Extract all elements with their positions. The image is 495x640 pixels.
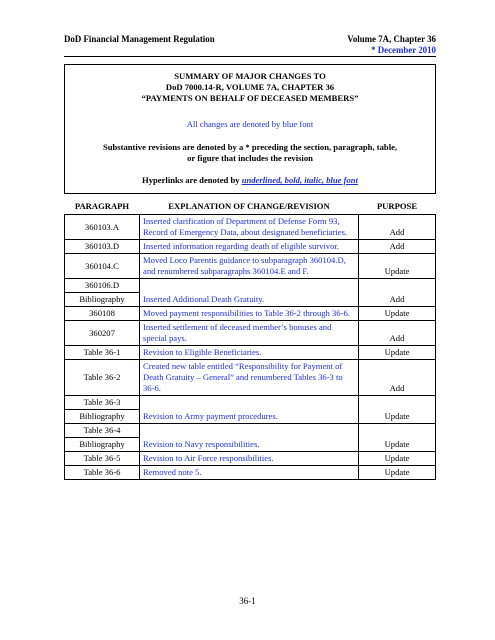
paragraph-cell: Table 36-5 [65, 452, 140, 466]
purpose-cell: Add [359, 321, 436, 346]
header-purpose: PURPOSE [376, 201, 418, 211]
table-row [65, 360, 436, 396]
table-row [65, 396, 436, 424]
hyperlinks-note-text: Hyperlinks are denoted by [142, 175, 242, 185]
purpose-cell: Update [359, 307, 436, 321]
purpose-cell: Update [359, 254, 436, 279]
paragraph-cell [65, 396, 140, 424]
summary-box [64, 64, 436, 194]
summary-title-line: SUMMARY OF MAJOR CHANGES TO [174, 71, 326, 81]
paragraph-reference: Bibliography [79, 439, 125, 449]
table-row [65, 424, 436, 452]
purpose-cell: Add [359, 240, 436, 254]
paragraph-reference: Bibliography [79, 411, 125, 421]
hyperlinks-note [65, 175, 435, 185]
table-header-row [65, 199, 436, 215]
purpose-cell: Update [359, 396, 436, 424]
table-row [65, 346, 436, 360]
paragraph-cell: 360207 [65, 321, 140, 346]
purpose-cell: Add [359, 279, 436, 307]
paragraph-cell: 360108 [65, 307, 140, 321]
explanation-cell: Inserted settlement of deceased member’s bonuses and special pays. [140, 321, 359, 346]
summary-title-line: “PAYMENTS ON BEHALF OF DECEASED MEMBERS” [141, 93, 359, 103]
paragraph-number: Table 36-4 [65, 424, 139, 438]
table-row [65, 452, 436, 466]
explanation-cell: Moved payment responsibilities to Table 36-2 through 36-6. [140, 307, 359, 321]
explanation-cell: Removed note 5. [140, 466, 359, 480]
explanation-cell: Revision to Navy responsibilities. [140, 424, 359, 452]
explanation-cell: Revision to Army payment procedures. [140, 396, 359, 424]
paragraph-cell: Table 36-2 [65, 360, 140, 396]
blue-font-note: All changes are denoted by blue font [186, 119, 314, 129]
paragraph-cell: 360103.D [65, 240, 140, 254]
substantive-note-line: or figure that includes the revision [187, 153, 313, 163]
paragraph-cell: 360104.C [65, 254, 140, 279]
paragraph-number: 360106.D [65, 279, 139, 293]
paragraph-cell: 360103.A [65, 215, 140, 240]
table-row [65, 254, 436, 279]
summary-title [65, 71, 435, 104]
table-row [65, 307, 436, 321]
table-row [65, 466, 436, 480]
paragraph-cell: Table 36-6 [65, 466, 140, 480]
explanation-cell: Moved Loco Parentis guidance to subparagraph 360104.D, and renumbered subparagraphs 360104.E and F. [140, 254, 359, 279]
page-number: 36-1 [239, 596, 256, 606]
table-row [65, 240, 436, 254]
substantive-note [65, 142, 435, 164]
purpose-cell: Update [359, 424, 436, 452]
explanation-cell: Created new table entitled “Responsibility for Payment of Death Gratuity – General” and renumbered Tables 36-3 to 36-6. [140, 360, 359, 396]
hyperlinks-style-example: underlined, bold, italic, blue font [241, 175, 358, 185]
paragraph-number: Table 36-3 [65, 396, 139, 410]
explanation-cell: Inserted information regarding death of eligible survivor. [140, 240, 359, 254]
header-regulation-title: DoD Financial Management Regulation [64, 34, 215, 44]
changes-table [64, 199, 436, 480]
header-explanation: EXPLANATION OF CHANGE/REVISION [168, 201, 330, 211]
header-rule [64, 56, 436, 57]
explanation-cell: Revision to Air Force responsibilities. [140, 452, 359, 466]
paragraph-cell [65, 279, 140, 307]
purpose-cell: Add [359, 215, 436, 240]
paragraph-cell [65, 424, 140, 452]
substantive-note-line: Substantive revisions are denoted by a * preceding the section, paragraph, table, [102, 142, 398, 152]
explanation-cell: Revision to Eligible Beneficiaries. [140, 346, 359, 360]
explanation-cell: Inserted clarification of Department of Defense Form 93, Record of Emergency Data, about designated beneficiaries. [140, 215, 359, 240]
paragraph-cell: Table 36-1 [65, 346, 140, 360]
paragraph-reference: Bibliography [79, 294, 125, 304]
table-row [65, 215, 436, 240]
table-row [65, 279, 436, 307]
page-header [64, 34, 436, 55]
table-row [65, 321, 436, 346]
header-volume-chapter: Volume 7A, Chapter 36 [347, 34, 436, 44]
header-revision-date: * December 2010 [371, 45, 436, 55]
explanation-cell: Inserted Additional Death Gratuity. [140, 279, 359, 307]
purpose-cell: Add [359, 360, 436, 396]
purpose-cell: Update [359, 452, 436, 466]
header-paragraph: PARAGRAPH [74, 201, 130, 211]
summary-title-line: DoD 7000.14-R, VOLUME 7A, CHAPTER 36 [165, 82, 335, 92]
purpose-cell: Update [359, 346, 436, 360]
purpose-cell: Update [359, 466, 436, 480]
